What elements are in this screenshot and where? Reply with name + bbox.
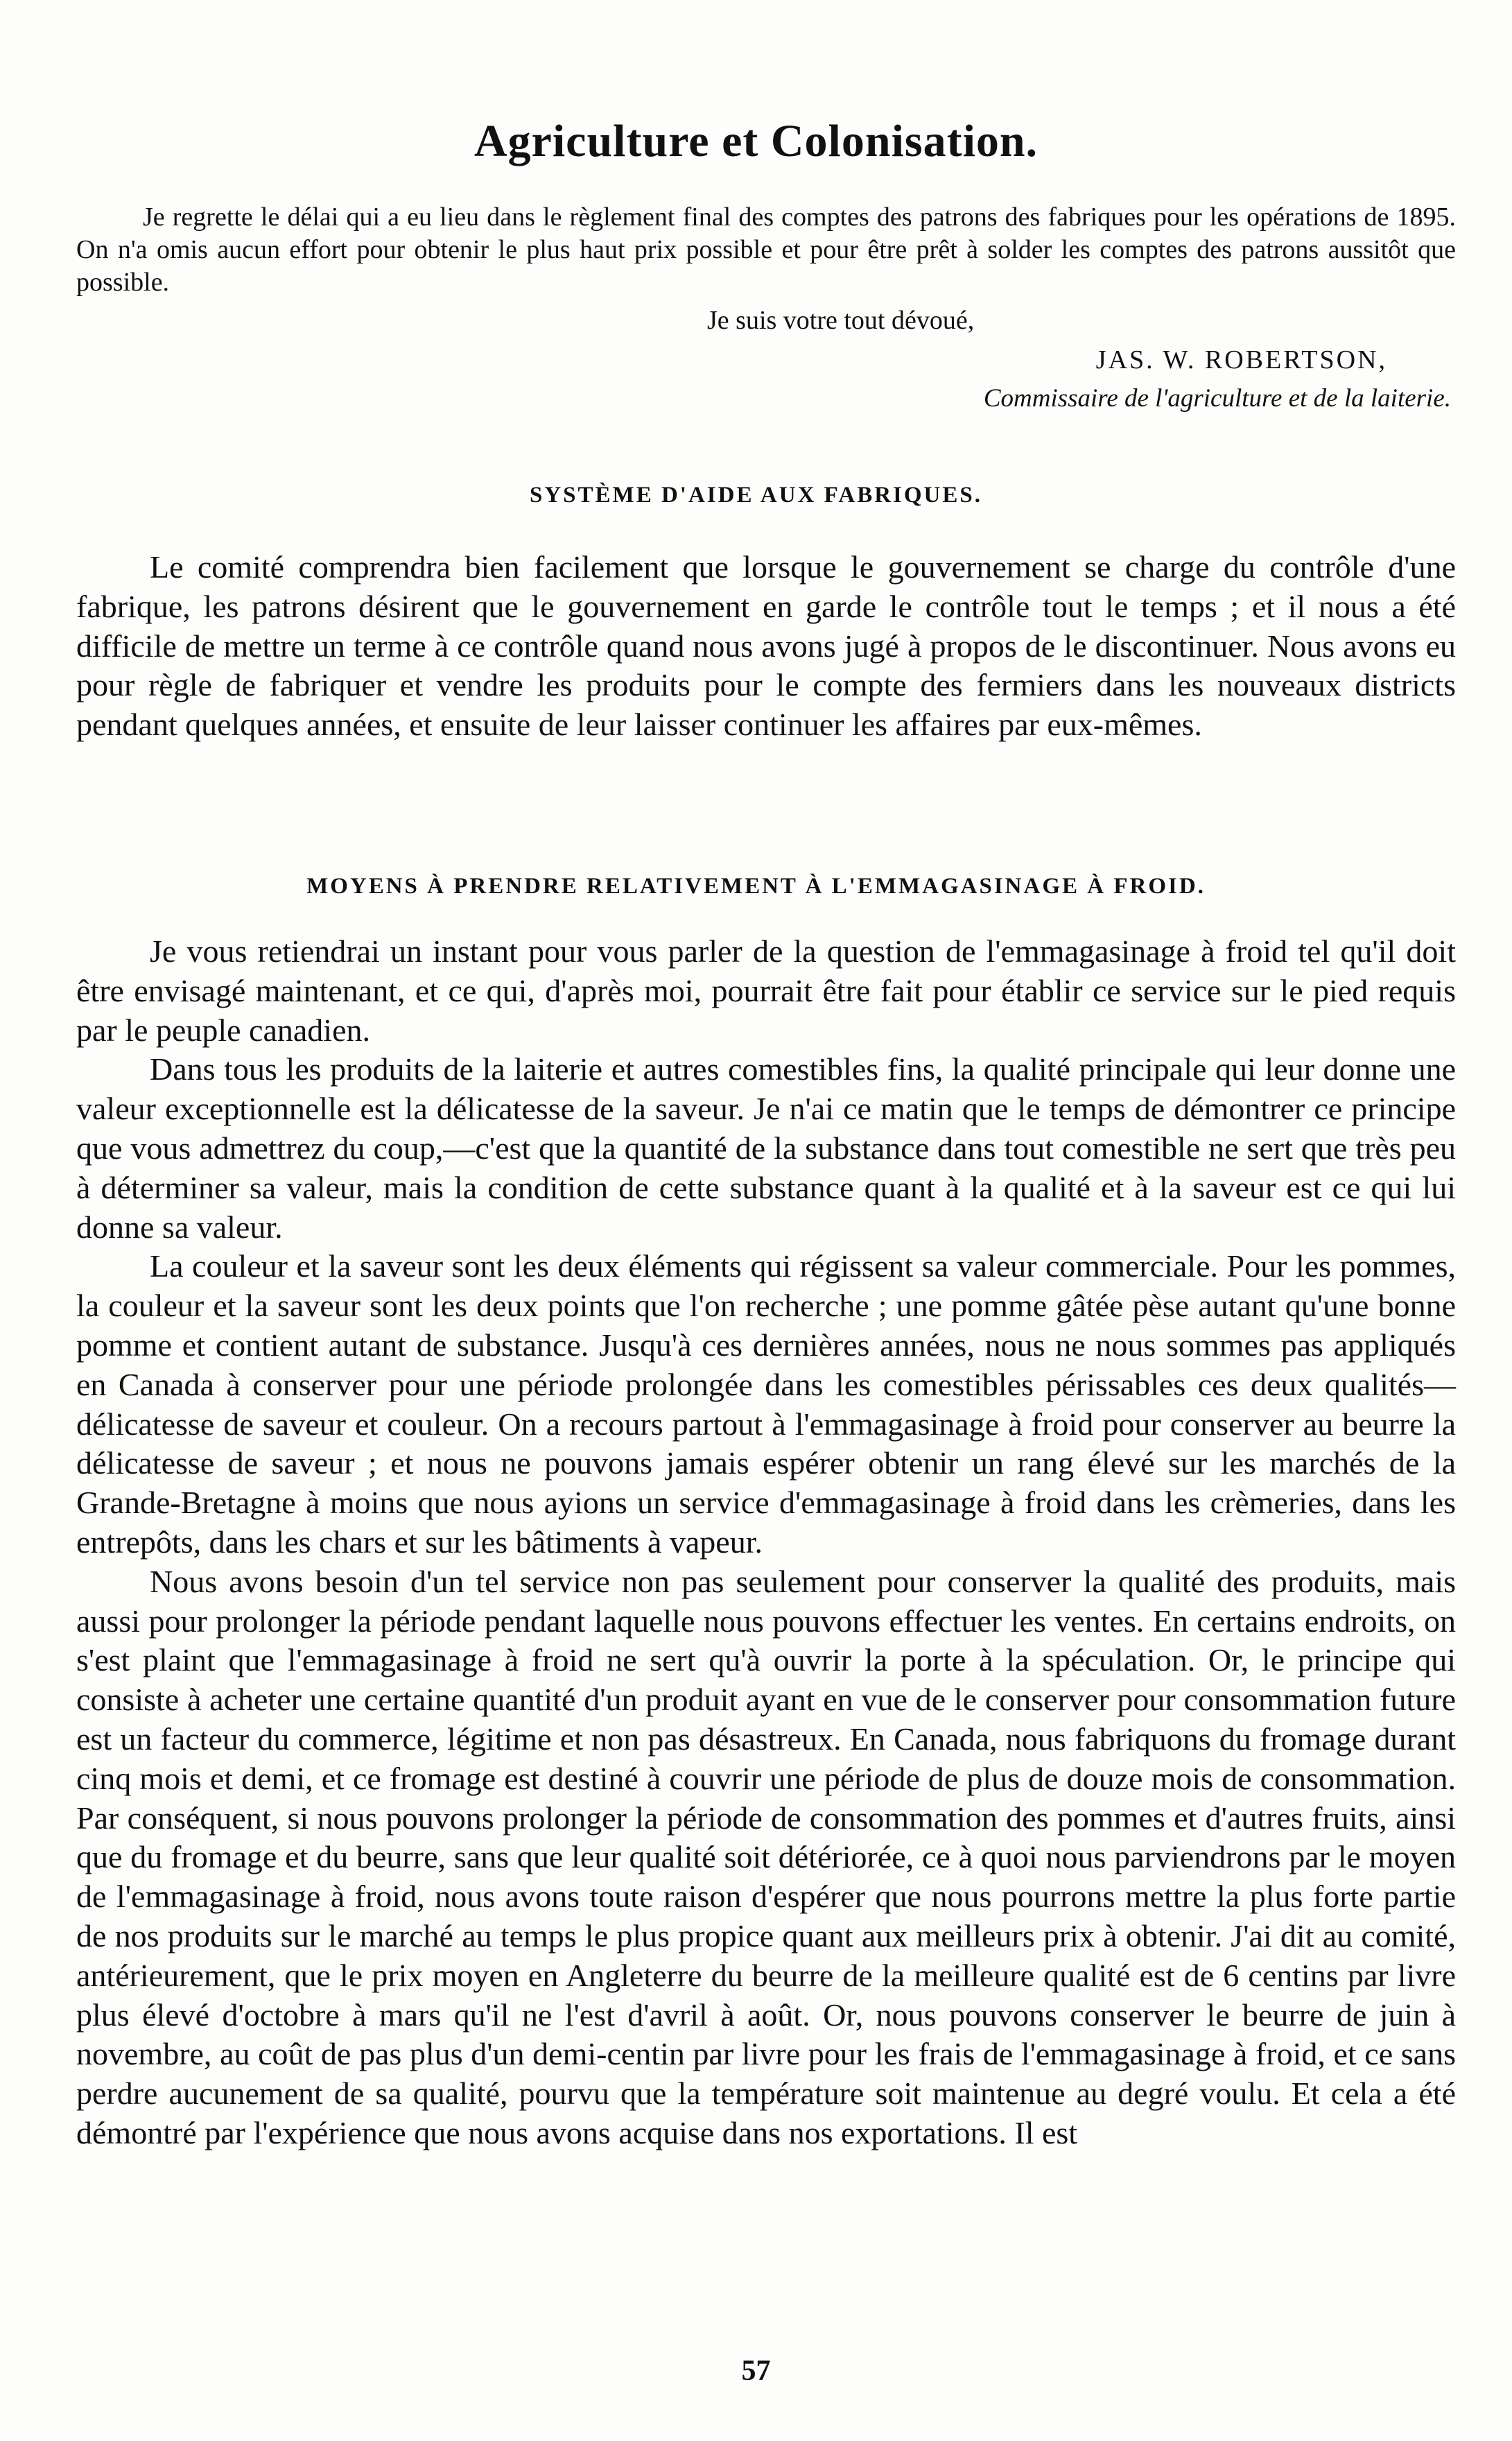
section-heading-aide-fabriques: SYSTÈME D'AIDE AUX FABRIQUES. <box>530 483 982 508</box>
letter-closing: Je suis votre tout dévoué, <box>707 306 975 335</box>
body-paragraph: Je vous retiendrai un instant pour vous parler de la question de l'emmagasinage à froid tel qu'il doit être envisagé maintenant, et ce qui, d'après moi, pourrait être fait pour établir ce service sur le pied requis par le peuple canadien. <box>76 933 1456 1048</box>
section-aide-fabriques-body <box>76 548 1456 745</box>
page-title: Agriculture et Colonisation. <box>473 116 1039 167</box>
body-paragraph: La couleur et la saveur sont les deux éléments qui régissent sa valeur commerciale. Pour les pommes, la couleur et la saveur sont les deux points que l'on recherche ; une pomme gâtée pèse autant qu'une bonne pomme et contient autant de substance. Jusqu'à ces dernières années, nous ne nous sommes pas appliqués en Canada à conserver pour une période prolongée dans les comestibles périssables ces deux qualités—délicatesse de saveur et couleur. On a recours partout à l'emmagasinage à froid pour conserver au beurre la délicatesse de saveur ; et nous ne pouvons jamais espérer obtenir un rang élevé sur les marchés de la Grande-Bretagne à moins que nous ayions un service d'emmagasinage à froid dans les crèmeries, dans les entrepôts, dans les chars et sur les bâtiments à vapeur. <box>76 1248 1456 1560</box>
body-paragraph: Nous avons besoin d'un tel service non pas seulement pour conserver la qualité des produits, mais aussi pour prolonger la période pendant laquelle nous pouvons effectuer les ventes. En certains endroits, on s'est plaint que l'emmagasinage à froid ne sert qu'à ouvrir la porte à la spéculation. Or, le principe qui consiste à acheter une certaine quantité d'un produit ayant en vue de le conserver pour consommation future est un facteur du commerce, légitime et non pas désastreux. En Canada, nous fabriquons du fromage durant cinq mois et demi, et ce fromage est destiné à couvrir une période de plus de douze mois de consommation. Par conséquent, si nous pouvons prolonger la période de consommation des pommes et d'autres fruits, ainsi que du fromage et du beurre, sans que leur qualité soit détériorée, ce à quoi nous parviendrons par le moyen de l'emmagasinage à froid, nous avons toute raison d'espérer que nous pourrons mettre la plus forte partie de nos produits sur le marché au temps le plus propice quant aux meilleurs prix à obtenir. J'ai dit au comité, antérieurement, que le prix moyen en Angleterre du beurre de la meilleure qualité est de 6 centins par livre plus élevé d'octobre à mars qu'il ne l'est d'avril à août. Or, nous pouvons conserver le beurre de juin à novembre, au coût de pas plus d'un demi-centin par livre pour les frais de l'emmagasinage à froid, et ce sans perdre aucunement de sa qualité, pourvu que la température soit maintenue au degré voulu. Et cela a été démontré par l'expérience que nous avons acquise dans nos exportations. Il est <box>76 1563 1456 2150</box>
section-emmagasinage-body <box>76 932 1456 2153</box>
letter-paragraph: Je regrette le délai qui a eu lieu dans le règlement final des comptes des patrons des fabriques pour les opérations de 1895. On n'a omis aucun effort pour obtenir le plus haut prix possible et pour être prêt à solder les comptes des patrons aussitôt que possible. <box>76 202 1456 297</box>
body-paragraph: Le comité comprendra bien facilement que lorsque le gouvernement se charge du contrôle d'une fabrique, les patrons désirent que le gouvernement en garde le contrôle tout le temps ; et il nous a été difficile de mettre un terme à ce contrôle quand nous avons jugé à propos de le discontinuer. Nous avons eu pour règle de fabriquer et vendre les produits pour le compte des fermiers dans les nouveaux districts pendant quelques années, et ensuite de leur laisser continuer les affaires par eux-mêmes. <box>76 549 1456 743</box>
body-paragraph: Dans tous les produits de la laiterie et autres comestibles fins, la qualité principale qui leur donne une valeur exceptionnelle est la délicatesse de la saveur. Je n'ai ce matin que le temps de démontrer ce principe que vous admettrez du coup,—c'est que la quantité de la substance dans tout comestible ne sert que très peu à déterminer sa valeur, mais la condition de cette substance quant à la qualité et à la saveur est ce qui lui donne sa valeur. <box>76 1051 1456 1245</box>
signature-title: Commissaire de l'agriculture et de la laiterie. <box>983 384 1451 413</box>
page-number: 57 <box>741 2355 771 2387</box>
signature-name: JAS. W. ROBERTSON, <box>1095 345 1387 374</box>
section-heading-emmagasinage: MOYENS À PRENDRE RELATIVEMENT À L'EMMAGASINAGE À FROID. <box>306 874 1206 899</box>
